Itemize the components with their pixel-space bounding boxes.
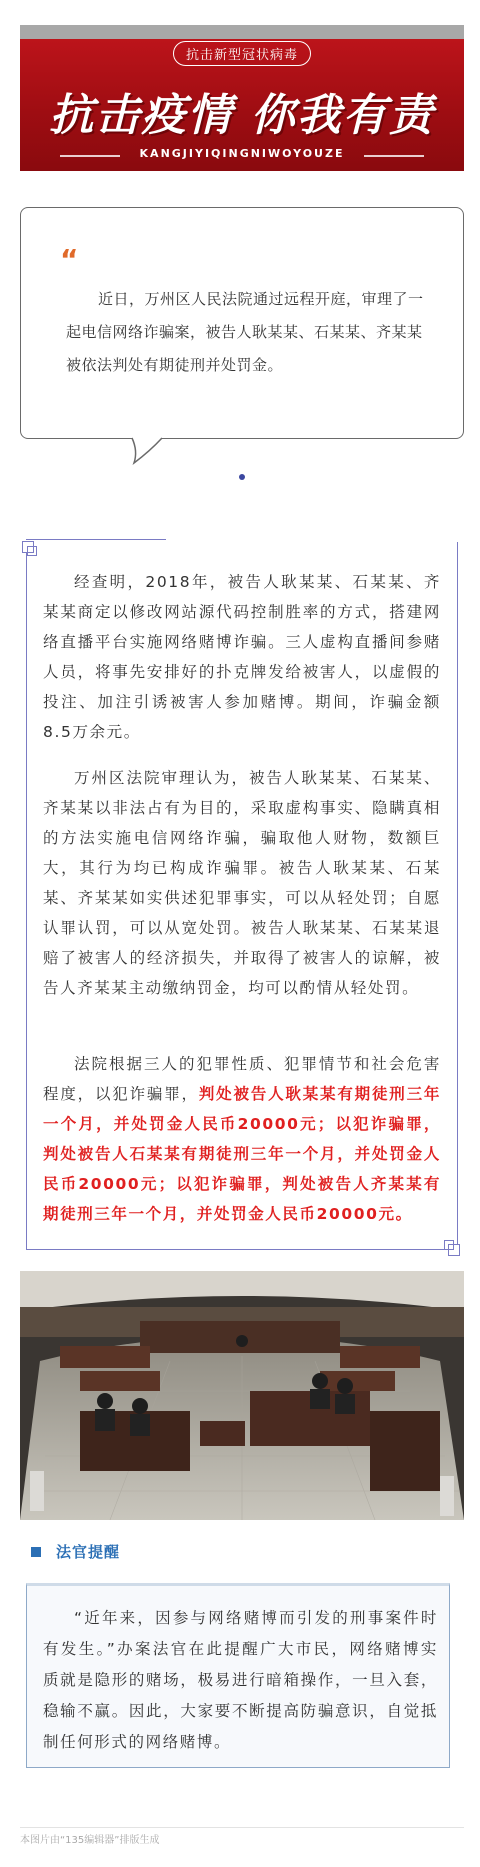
divider-dot: [239, 474, 245, 480]
quote-text: 近日，万州区人民法院通过远程开庭，审理了一起电信网络诈骗案，被告人耿某某、石某某、齐某某被依法判处有期徒刑并处罚金。: [66, 290, 424, 374]
section-bullet-icon: [31, 1547, 41, 1557]
reminder-text: “近年来，因参与网络赌博而引发的刑事案件时有发生。”办案法官在此提醒广大市民，网络赌博实质就是隐形的赌场，极易进行暗箱操作，一旦入套，稳输不赢。因此，大家要不断提高防骗意识，自觉抵制任何形式的网络赌博。: [43, 1609, 438, 1751]
article-paragraph-2: 万州区法院审理认为，被告人耿某某、石某某、齐某某以非法占有为目的，采取虚构事实、隐瞒真相的方法实施电信网络诈骗，骗取他人财物，数额巨大，其行为均已构成诈骗罪。被告人耿某某、石某某、齐某某如实供述犯罪事实，可以从轻处罚；自愿认罪认罚，可以从宽处罚。被告人耿某某、石某某退赔了被害人的经济损失，并取得了被害人的谅解，被告人齐某某主动缴纳罚金，均可以酌情从轻处罚。: [43, 769, 441, 997]
banner-pill: 抗击新型冠状病毒: [173, 41, 311, 66]
frame-corner-ornament-bottom-right: [448, 1244, 460, 1256]
verdict-highlight: 判处被告人耿某某有期徒刑三年一个月，并处罚金人民币20000元；以犯诈骗罪，判处被告人石某某有期徒刑三年一个月，并处罚金人民币20000元；以犯诈骗罪，判处被告人齐某某有期徒刑三年一个月，并处罚金人民币20000元。: [43, 1085, 441, 1223]
header-banner: [20, 25, 464, 171]
footer-divider: [20, 1827, 464, 1828]
banner-subtitle: KANGJIYIQINGNIWOYOUZE: [139, 147, 345, 160]
article-paragraph-3: [43, 1049, 441, 1229]
quote-mark-icon: “: [60, 243, 79, 276]
footer-credit: 本图片由“135编辑器”排版生成: [20, 1835, 160, 1846]
verdict-lead: 法院根据三人的犯罪性质、犯罪情节和社会危害程度，以犯诈骗罪，: [43, 1055, 441, 1103]
banner-title: 抗击疫情 你我有责: [49, 90, 435, 141]
article-paragraph-1: 经查明，2018年，被告人耿某某、石某某、齐某某商定以修改网站源代码控制胜率的方式，搭建网络直播平台实施网络赌博诈骗。三人虚构直播间参赌人员，将事先安排好的扑克牌发给被害人，以虚假的投注、加注引诱被害人参加赌博。期间，诈骗金额8.5万余元。: [43, 573, 441, 741]
quote-bubble-tail: [128, 437, 168, 467]
frame-corner-ornament-top-left: [22, 541, 34, 553]
article-frame-topline: [26, 539, 166, 540]
reminder-heading: 法官提醒: [56, 1543, 121, 1561]
courtroom-photo: [20, 1271, 464, 1520]
